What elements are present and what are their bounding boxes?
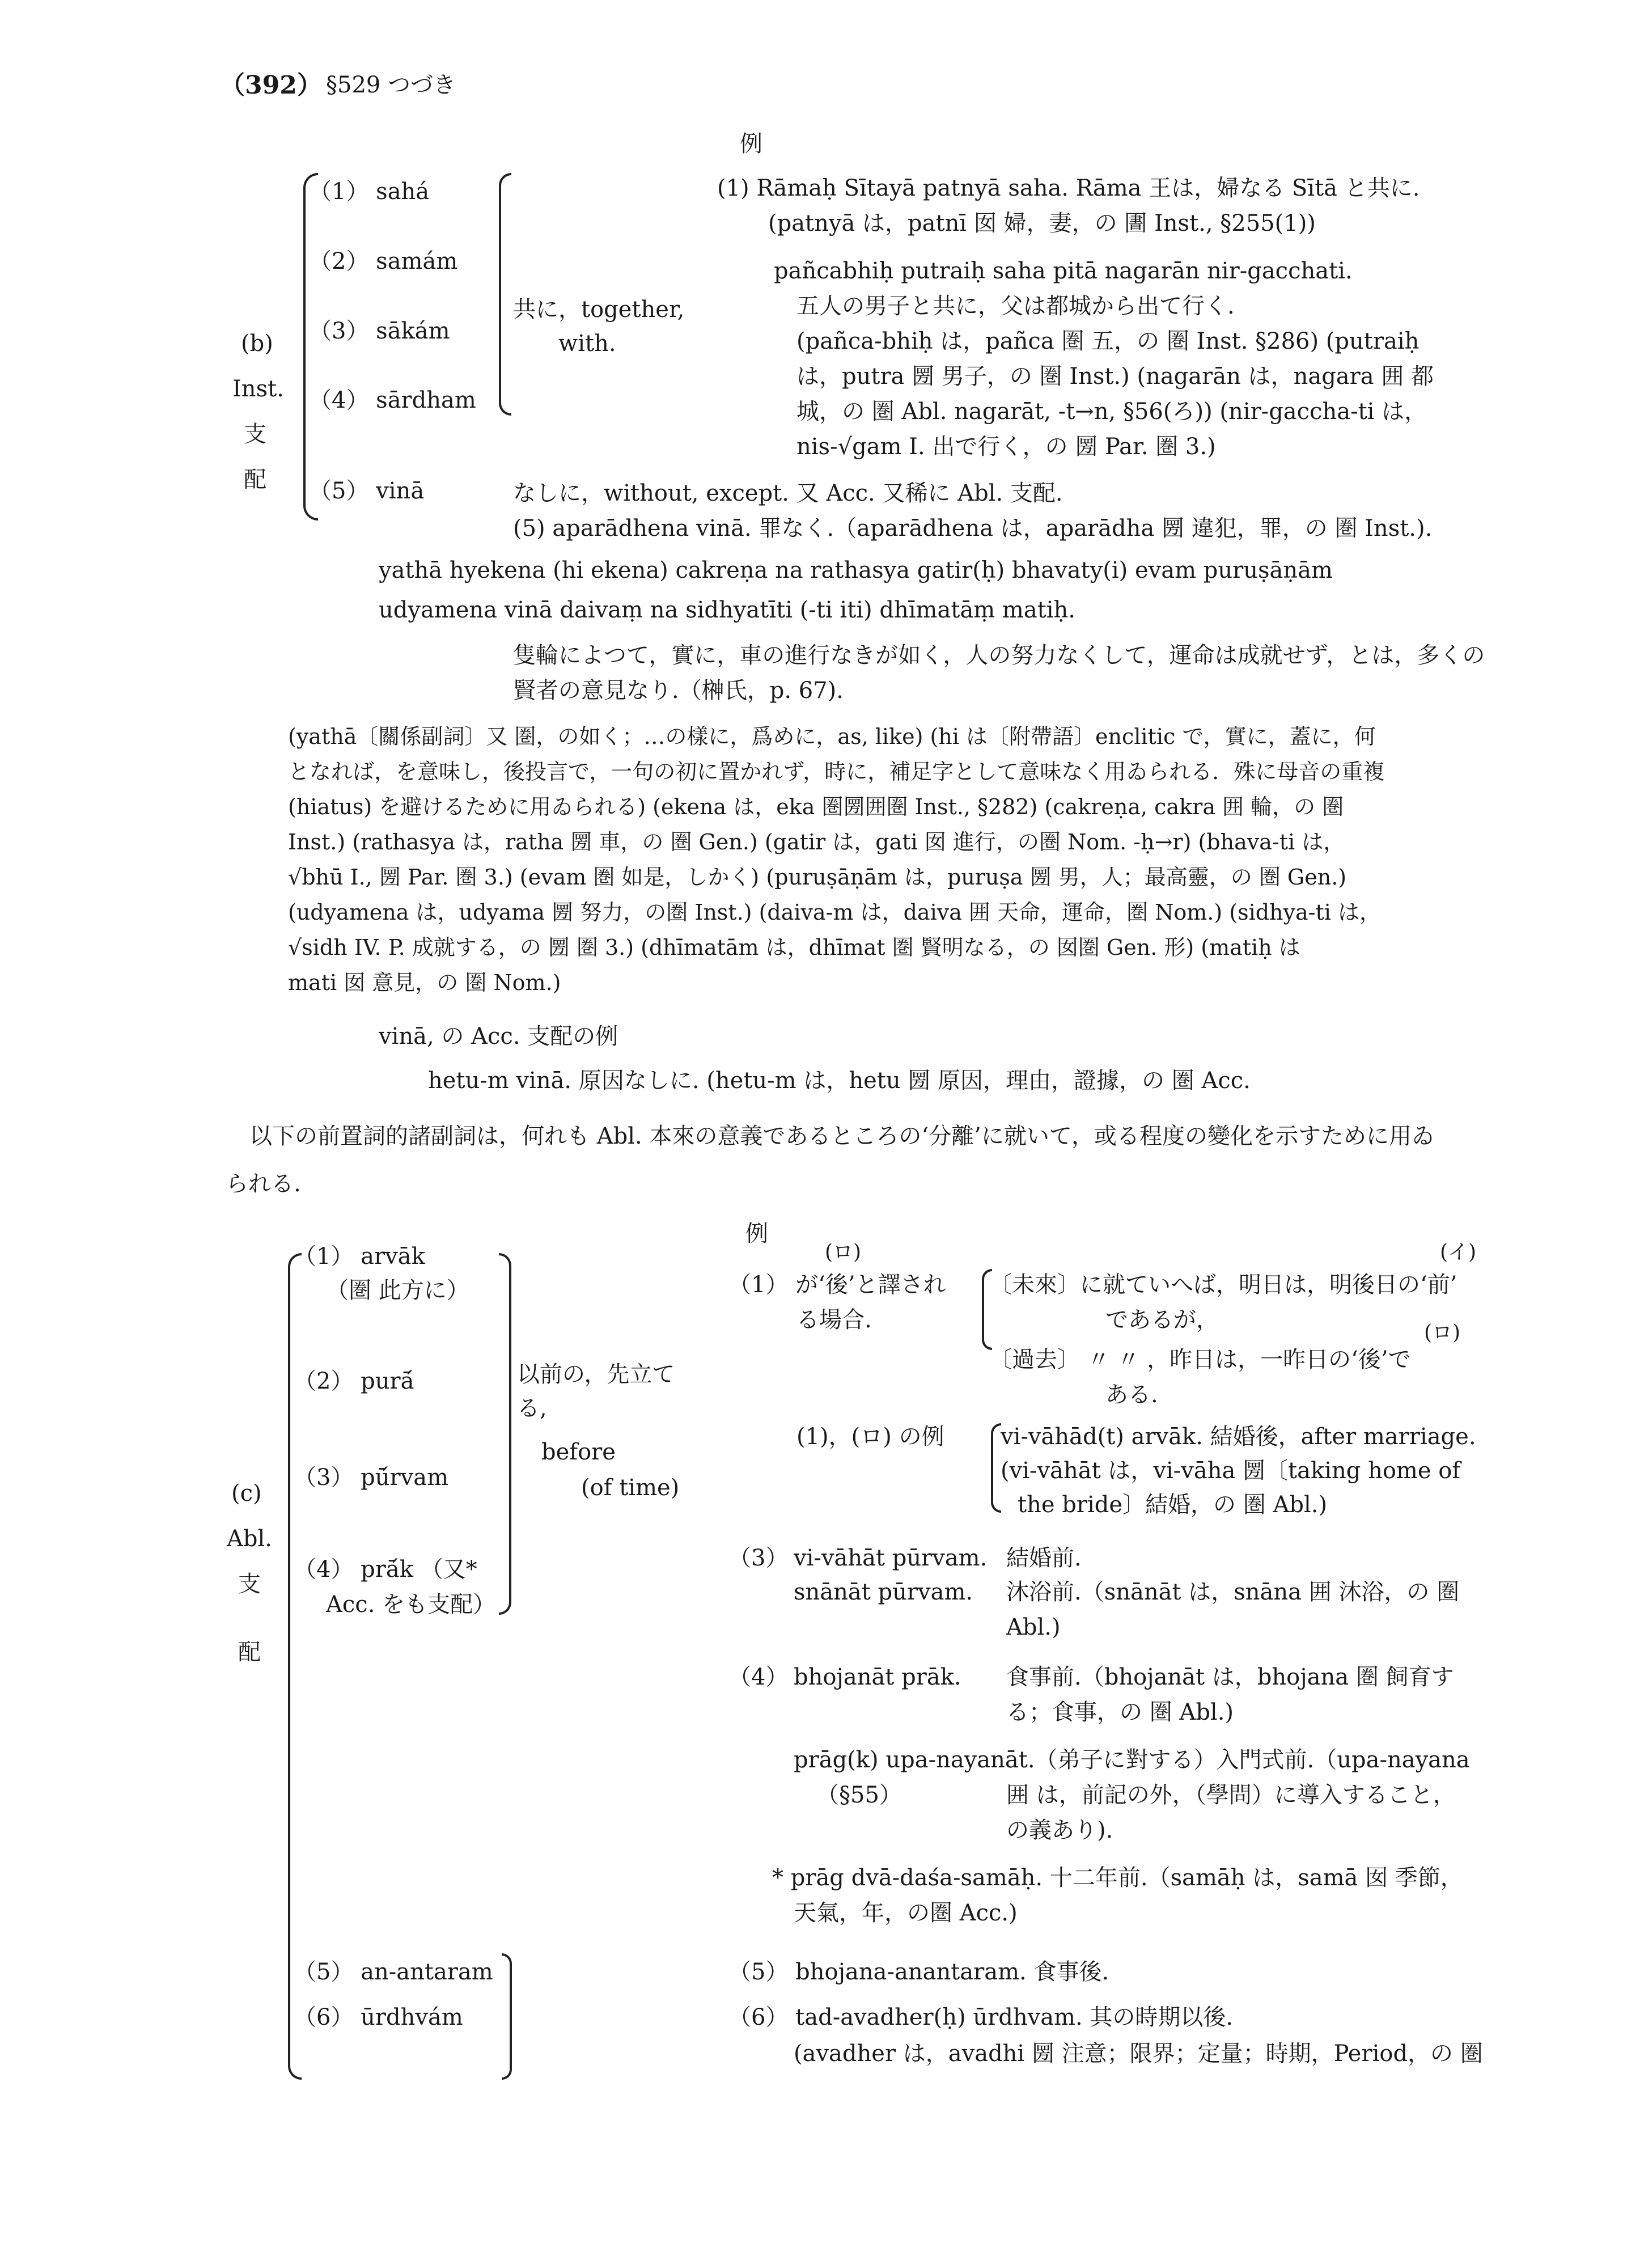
c-side-abl: Abl. — [227, 1526, 272, 1552]
b-note-line: となれば，を意味し，後投言で，一句の初に置かれず，時に，補足字として意味なく用ゐられる．殊に母音の重複 — [288, 759, 1385, 784]
c-meaning: 以前の，先立て — [517, 1361, 675, 1387]
b-item-samam: （2） samám — [309, 248, 458, 274]
b-example-line: (patnyā は，patnī 囡 婦，妻，の 圕 Inst., §255(1)) — [768, 210, 1316, 236]
c-ex1-detail: 〔未來〕に就ていへば，明日は，明後日の‘前’ — [989, 1272, 1457, 1298]
c-item-purvam: （3） pū́rvam — [294, 1465, 449, 1491]
c-ex3-left: vi-vāhāt pūrvam. — [794, 1545, 988, 1571]
c-item-pura: （2） purā́ — [294, 1368, 414, 1394]
intro-line: 以下の前置詞的諸副詞は，何れも Abl. 本來の意義であるところの‘分離’に就いて，或る程度の變化を示すために用ゐ — [249, 1123, 1435, 1149]
c-side-shi: 支 — [238, 1571, 261, 1597]
b-translation-line: 隻輪によつて，實に，車の進行なきが如く，人の努力なくして，運命は成就せず，とは，多くの — [513, 642, 1485, 668]
c-ex4b-right: の義あり). — [1006, 1817, 1113, 1843]
b-meaning-together: 共に，together, — [513, 297, 685, 323]
c-item-anantaram: （5） an-antaram — [294, 1959, 493, 1985]
c-ex1-detail: であるが， — [1105, 1307, 1219, 1333]
c-ex1r-brace — [991, 1423, 1001, 1513]
c-ex4-left: bhojanāt prāk. — [794, 1664, 961, 1690]
b-item-sardham: （4） sārdham — [309, 387, 476, 413]
b-vina-meaning: なしに，without, except. 又 Acc. 又稀に Abl. 支配. — [513, 480, 1063, 506]
c-ex3-right: 結婚前. — [1006, 1545, 1082, 1571]
c-ex3-right: 沐浴前.（snānāt は，snāna 囲 沐浴，の 圏 — [1006, 1579, 1460, 1605]
c-item-urdhvam: （6） ūrdhvám — [294, 2004, 463, 2030]
b-example-heading: 例 — [740, 131, 762, 157]
b-example-line: (1) Rāmaḥ Sītayā patnyā saha. Rāma 王は，婦なる Sītā と共に. — [717, 175, 1420, 201]
b-note-line: (udyamena は，udyama 圐 努力，の圏 Inst.) (daiva-m は，daiva 囲 天命，運命，圏 Nom.) (sidhya-ti は， — [288, 900, 1381, 925]
b-side-shi: 支 — [244, 421, 266, 447]
c-ex-star: * prāg dvā-daśa-samāḥ. 十二年前.（samāḥ は，samā 囡 季節， — [772, 1865, 1463, 1891]
c-ex1r-line: vi-vāhād(t) arvāk. 結婚後，after marriage. — [1001, 1424, 1476, 1450]
c-ex4b-left: （§55） — [816, 1782, 902, 1808]
c-side-label: (c) — [231, 1480, 262, 1507]
c-ex-star: 天氣，年，の圏 Acc.) — [794, 1900, 1018, 1926]
b-note-line: Inst.) (rathasya は，ratha 圐 車，の 圏 Gen.) (gatir は，gati 囡 進行，の圏 Nom. -ḥ→r) (bhava-ti は， — [288, 830, 1345, 854]
b-note-line: (yathā〔關係副詞〕又 圏，の如く；…の樣に，爲めに，as, like) (hi は〔附帶語〕enclitic で，實に，蓋に，何 — [288, 724, 1376, 749]
c-item-prak-note: Acc. をも支配） — [326, 1592, 496, 1618]
b-example5-line: udyamena vinā daivaṃ na sidhyatīti (-ti iti) dhīmatāṃ matiḥ. — [379, 597, 1076, 623]
c-meaning-oftime: (of time) — [581, 1475, 680, 1501]
c-ex6: （6） tad-avadher(ḥ) ūrdhvam. 其の時期以後. — [728, 2004, 1234, 2030]
c-ex4-right: る；食事，の 圏 Abl.) — [1006, 1699, 1234, 1725]
b-note-line: (hiatus) を避けるために用ゐられる) (ekena は，eka 圏圐囲圏 Inst., §282) (cakreṇa, cakra 囲 輪，の 圏 — [288, 794, 1344, 819]
b-note-line: √bhū I., 圐 Par. 圏 3.) (evam 圏 如是，しかく) (puruṣāṇām は，puruṣa 圐 男，人；最高靈，の 圏 Gen.) — [288, 865, 1347, 890]
b-acc-heading: vinā, の Acc. 支配の例 — [379, 1023, 618, 1050]
c-meaning-before: before — [541, 1439, 616, 1465]
c-ex1-detail: 〔過去〕 〃 〃 ，昨日は，一昨日の‘後’で — [989, 1347, 1411, 1373]
b-example-line: 城，の 圏 Abl. nagarāt, -t→n, §56(ろ)) (nir-gaccha-ti は， — [796, 399, 1427, 425]
b-outer-brace — [303, 173, 318, 521]
c-items2-brace — [502, 1953, 512, 2080]
b-acc-example: hetu-m vinā. 原因なしに. (hetu-m は，hetu 圐 原因，理由，證據，の 圏 Acc. — [428, 1068, 1251, 1094]
c-ex1r-label: (1)，(ロ) の例 — [796, 1424, 944, 1450]
c-ex6: (avadher は，avadhi 圐 注意；限界；定量；時期，Period，の 圏 — [794, 2041, 1483, 2067]
b-example-line: は，putra 圐 男子，の 圏 Inst.) (nagarān は，nagara 囲 都 — [796, 363, 1434, 390]
b-item-sakam: （3） sākám — [309, 318, 450, 344]
b-side-label: (b) — [241, 331, 273, 357]
c-ex4b-line: prāg(k) upa-nayanāt.（弟子に對する）入門式前.（upa-nayana — [794, 1747, 1470, 1773]
b-example-line: 五人の男子と共に，父は都城から出て行く. — [796, 293, 1235, 319]
b-item-vina: （5） vinā — [309, 478, 425, 504]
c-ex3-right: Abl.) — [1006, 1614, 1061, 1640]
c-meaning: る, — [517, 1395, 547, 1421]
c-ex1r-line: (vi-vāhāt は，vi-vāha 圐〔taking home of — [1001, 1458, 1461, 1484]
b-example5-line: yathā hyekena (hi ekena) cakreṇa na rathasya gatir(ḥ) bhavaty(i) evam puruṣāṇām — [379, 557, 1333, 583]
c-ex3-number: （3） — [728, 1545, 789, 1571]
b-items-brace — [499, 173, 511, 416]
c-ex1-mark: (ロ) — [1424, 1321, 1461, 1344]
section-heading: §529 つづき — [326, 72, 456, 98]
intro-line: られる. — [226, 1171, 301, 1197]
c-ex5: （5） bhojana-anantaram. 食事後. — [728, 1959, 1109, 1985]
c-items-brace — [499, 1253, 511, 1615]
c-ex1-mark: (ロ) — [825, 1241, 862, 1264]
c-ex1-label: る場合. — [796, 1307, 872, 1333]
b-example-line: pañcabhiḥ putraiḥ saha pitā nagarān nir-gacchati. — [774, 258, 1353, 284]
b-example-line: (pañca-bhiḥ は，pañca 圏 五，の 圏 Inst. §286) (putraiḥ — [796, 328, 1420, 354]
c-ex4-right: 食事前.（bhojanāt は，bhojana 圏 飼育す — [1006, 1664, 1454, 1690]
c-ex4b-right: 囲 は，前記の外，（學問）に導入すること， — [1006, 1782, 1456, 1808]
b-note-line: √sidh IV. P. 成就する，の 圐 圏 3.) (dhīmatām は，dhīmat 圏 賢明なる，の 囡圏 Gen. 形) (matiḥ は — [288, 935, 1300, 960]
b-example-line: nis-√gam I. 出で行く，の 圐 Par. 圏 3.) — [796, 434, 1216, 460]
c-ex1-mark: (イ) — [1440, 1241, 1477, 1264]
c-ex4-number: （4） — [728, 1664, 789, 1690]
c-ex1-detail: ある. — [1105, 1382, 1158, 1408]
c-item-arvak-note: （圏 此方に） — [326, 1277, 469, 1304]
c-ex3-left: snānāt pūrvam. — [794, 1579, 973, 1605]
b-translation-line: 賢者の意見なり.（榊氏，p. 67). — [513, 678, 844, 704]
c-ex1-label: （1） が‘後’と譯され — [728, 1272, 946, 1298]
b-note-line: mati 囡 意見，の 圏 Nom.) — [288, 970, 561, 995]
c-side-hai: 配 — [238, 1639, 261, 1665]
b-side-hai: 配 — [244, 467, 266, 493]
c-example-heading: 例 — [745, 1221, 768, 1247]
b-example5-line: (5) aparādhena vinā. 罪なく.（aparādhena は，aparādha 圐 違犯，罪，の 圏 Inst.). — [513, 515, 1433, 541]
c-item-prak: （4） prā́k （又* — [294, 1556, 477, 1582]
c-ex1r-line: the bride〕結婚，の 圏 Abl.) — [1018, 1492, 1328, 1518]
c-item-arvak: （1） arvāk — [294, 1243, 425, 1270]
page-number: （392） — [220, 71, 322, 100]
b-side-inst: Inst. — [232, 376, 284, 402]
b-item-saha: （1） sahá — [309, 179, 430, 205]
b-meaning-with: with. — [558, 331, 616, 357]
